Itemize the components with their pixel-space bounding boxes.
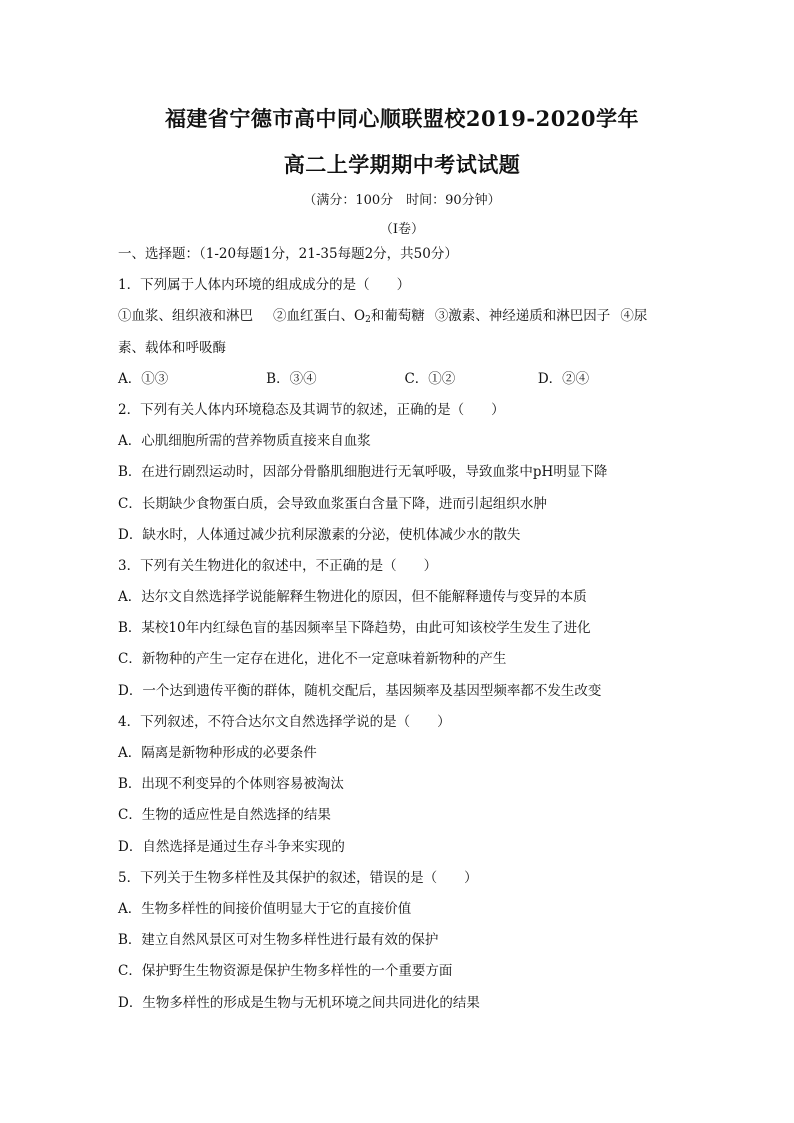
q3-option-c: C．新物种的产生一定存在进化，进化不一定意味着新物种的产生 <box>118 651 507 668</box>
q1-option-c: C．①② <box>404 370 456 387</box>
q1-item-2: ②血红蛋白、$O_2$和葡萄糖 <box>273 308 425 326</box>
q5-option-a: A．生物多样性的间接价值明显大于它的直接价值 <box>118 900 412 917</box>
question-3-stem: 3．下列有关生物进化的叙述中，不正确的是（ ） <box>118 557 438 574</box>
page-content <box>118 100 686 1019</box>
q3-option-a: A．达尔文自然选择学说能解释生物进化的原因，但不能解释遗传与变异的本质 <box>118 589 587 606</box>
q2-option-b: B．在进行剧烈运动时，因部分骨骼肌细胞进行无氧呼吸，导致血浆中pH明显下降 <box>118 464 608 481</box>
q4-option-c: C．生物的适应性是自然选择的结果 <box>118 807 331 824</box>
section-heading: 一、选择题：（1-20每题1分，21-35每题2分，共50分） <box>118 246 458 262</box>
q1-item-4a: ④尿 <box>620 308 648 325</box>
q1-option-b: B．③④ <box>266 370 317 387</box>
question-4-stem: 4．下列叙述，不符合达尔文自然选择学说的是（ ） <box>118 713 451 730</box>
q1-item-3: ③激素、神经递质和淋巴因子 <box>434 308 611 325</box>
q1-option-d: D．②④ <box>537 370 590 387</box>
exam-title-line2: 高二上学期期中考试试题 <box>283 152 521 177</box>
volume-label: （Ⅰ卷） <box>379 222 425 237</box>
exam-title-line1: 福建省宁德市高中同心顺联盟校2019-2020学年 <box>164 106 640 131</box>
q2-option-a: A．心肌细胞所需的营养物质直接来自血浆 <box>118 433 371 450</box>
q1-item-1: ①血浆、组织液和淋巴 <box>118 308 253 325</box>
q4-option-b: B．出现不利变异的个体则容易被淘汰 <box>118 776 344 793</box>
question-2-stem: 2．下列有关人体内环境稳态及其调节的叙述，正确的是（ ） <box>118 401 505 418</box>
q3-option-d: D．一个达到遗传平衡的群体，随机交配后，基因频率及基因型频率都不发生改变 <box>118 682 602 699</box>
q2-option-d: D．缺水时，人体通过减少抗利尿激素的分泌，使机体减少水的散失 <box>118 526 521 543</box>
q2-option-c: C．长期缺少食物蛋白质，会导致血浆蛋白含量下降，进而引起组织水肿 <box>118 495 547 512</box>
question-1-items <box>118 301 686 332</box>
exam-info: （满分：100分 时间：90分钟） <box>303 193 501 208</box>
q5-option-d: D．生物多样性的形成是生物与无机环境之间共同进化的结果 <box>118 994 480 1011</box>
q5-option-c: C．保护野生生物资源是保护生物多样性的一个重要方面 <box>118 963 453 980</box>
q4-option-d: D．自然选择是通过生存斗争来实现的 <box>118 838 345 855</box>
q1-option-a: A．①③ <box>118 370 169 387</box>
q3-option-b: B．某校10年内红绿色盲的基因频率呈下降趋势，由此可知该校学生发生了进化 <box>118 620 591 637</box>
question-5-stem: 5．下列关于生物多样性及其保护的叙述，错误的是（ ） <box>118 869 478 886</box>
question-1-options <box>118 364 686 395</box>
q4-option-a: A．隔离是新物种形成的必要条件 <box>118 745 317 761</box>
question-1-items-cont: 素、载体和呼吸酶 <box>118 339 226 356</box>
question-1-stem: 1．下列属于人体内环境的组成成分的是（ ） <box>118 277 411 294</box>
q5-option-b: B．建立自然风景区可对生物多样性进行最有效的保护 <box>118 932 439 949</box>
